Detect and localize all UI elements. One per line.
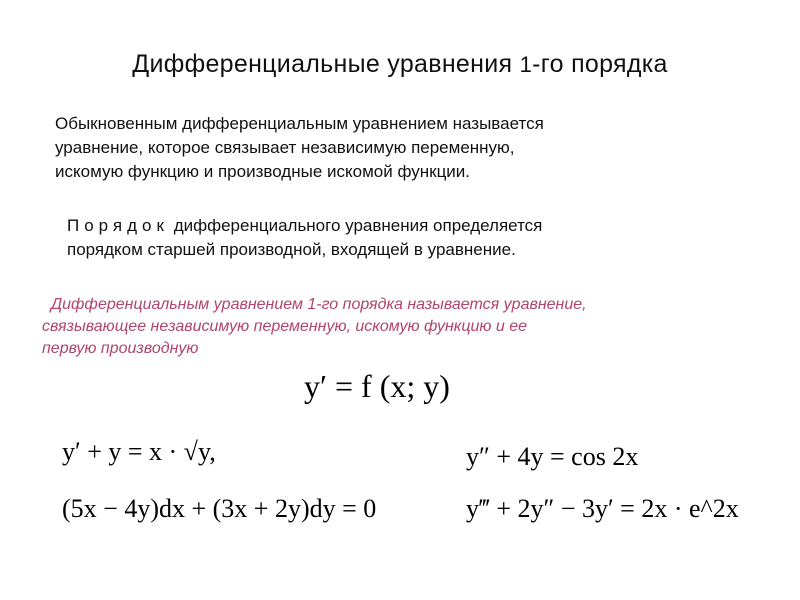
first-order-definition bbox=[42, 294, 762, 360]
slide-title bbox=[0, 50, 800, 79]
order-spaced-word: Порядок bbox=[67, 216, 169, 235]
example-equation-2: (5x − 4y)dx + (3x + 2y)dy = 0 bbox=[62, 494, 377, 523]
first-order-definition-line: связывающее независимую переменную, искомую функцию и ее bbox=[42, 318, 528, 335]
title-main: Дифференциальные уравнения bbox=[132, 50, 520, 78]
ode-definition-line: уравнение, которое связывает независимую переменную, bbox=[55, 138, 515, 157]
ode-definition-line: искомую функцию и производные искомой функции. bbox=[55, 162, 471, 181]
ode-definition-line: Обыкновенным дифференциальным уравнением называется bbox=[55, 114, 544, 133]
order-definition-line-2: порядком старшей производной, входящей в уравнение. bbox=[67, 240, 516, 259]
example-equation-1: y′ + y = x · √y, bbox=[62, 437, 216, 466]
title-order-rest: -го порядка bbox=[532, 50, 668, 78]
order-definition-rest: дифференциального уравнения определяется bbox=[168, 216, 543, 235]
example-equation-3: y″ + 4y = cos 2x bbox=[466, 442, 639, 471]
order-definition bbox=[67, 214, 687, 262]
title-order-number: 1 bbox=[519, 52, 533, 77]
general-first-order-equation: y′ = f (x; y) bbox=[304, 368, 450, 404]
first-order-definition-line: Дифференциальным уравнением 1-го порядка называется уравнение, bbox=[42, 296, 587, 313]
ode-definition bbox=[55, 112, 655, 184]
example-equation-4: y‴ + 2y″ − 3y′ = 2x · e^2x bbox=[466, 494, 739, 523]
first-order-definition-line: первую производную bbox=[42, 340, 199, 357]
order-definition-line-1 bbox=[67, 214, 687, 238]
